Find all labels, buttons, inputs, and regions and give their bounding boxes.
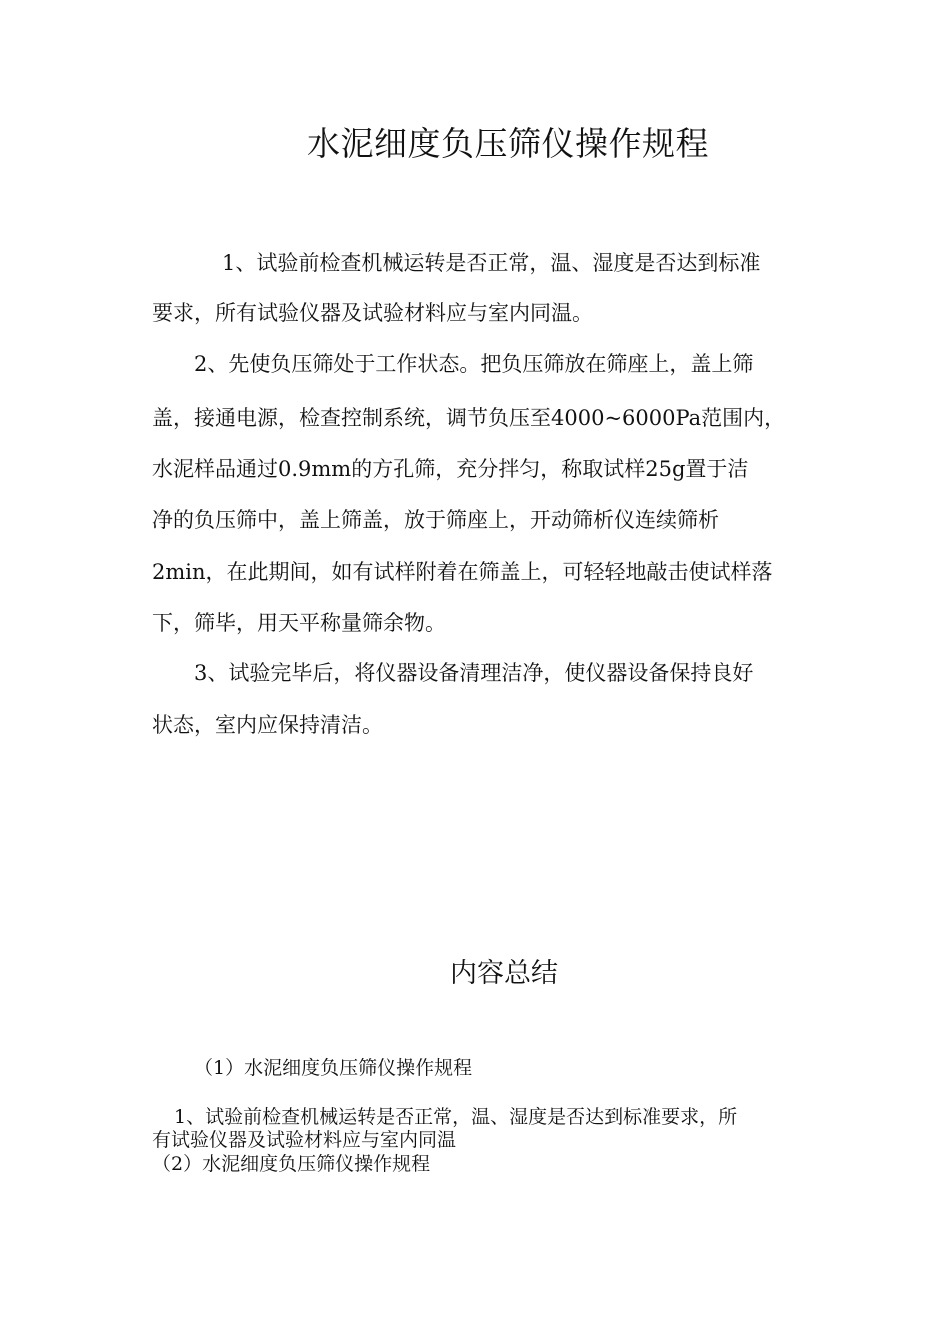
- body-line: 3、试验完毕后，将仪器设备清理洁净，使仪器设备保持良好: [194, 661, 754, 685]
- summary-line: （2）水泥细度负压筛仪操作规程: [152, 1153, 431, 1175]
- body-line: 要求，所有试验仪器及试验材料应与室内同温。: [152, 301, 593, 325]
- body-line: 状态，室内应保持清洁。: [152, 713, 383, 737]
- body-line: 2、先使负压筛处于工作状态。把负压筛放在筛座上，盖上筛: [194, 352, 754, 376]
- summary-line: 1、试验前检查机械运转是否正常，温、湿度是否达到标准要求，所: [174, 1106, 738, 1128]
- body-line: 下，筛毕，用天平称量筛余物。: [152, 611, 446, 635]
- body-line: 净的负压筛中，盖上筛盖，放于筛座上，开动筛析仪连续筛析: [152, 508, 719, 532]
- body-line: 盖，接通电源，检查控制系统，调节负压至4000~6000Pa范围内，: [152, 406, 786, 430]
- summary-line: （1）水泥细度负压筛仪操作规程: [194, 1057, 473, 1079]
- document-title: 水泥细度负压筛仪操作规程: [307, 124, 709, 163]
- summary-title: 内容总结: [450, 958, 558, 989]
- body-line: 1、试验前检查机械运转是否正常，温、湿度是否达到标准: [222, 251, 761, 275]
- body-line: 水泥样品通过0.9mm的方孔筛，充分拌匀，称取试样25g置于洁: [152, 457, 749, 481]
- body-line: 2min，在此期间，如有试样附着在筛盖上，可轻轻地敲击使试样落: [152, 560, 773, 584]
- summary-line: 有试验仪器及试验材料应与室内同温: [152, 1129, 457, 1151]
